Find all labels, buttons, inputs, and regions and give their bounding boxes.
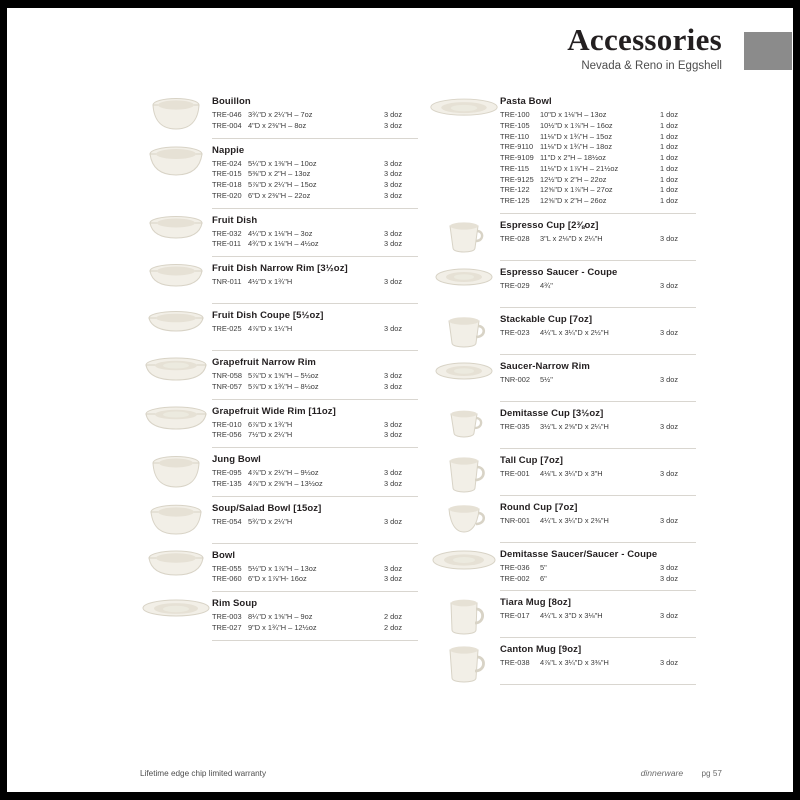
table-row xyxy=(500,375,696,386)
table-row xyxy=(212,277,418,288)
cell-dim: 12⅝"D x 2"H – 26oz xyxy=(540,196,607,205)
cell-pack: 3 doz xyxy=(384,574,403,584)
product-spec-table xyxy=(212,371,418,393)
product-name: Tall Cup [7oz] xyxy=(500,454,563,466)
product-name: Rim Soup xyxy=(212,598,258,609)
product-entry xyxy=(140,550,418,599)
product-image xyxy=(140,215,212,241)
product-image xyxy=(428,220,500,254)
cell-dim: 5⅜"D x 2"H – 13oz xyxy=(248,169,311,179)
product-info xyxy=(212,310,418,351)
cell-dim: 4¼"L x 3¼"D x 2⅜"H xyxy=(540,515,609,525)
product-entry xyxy=(140,598,418,647)
product-entry xyxy=(140,96,418,145)
table-row xyxy=(212,180,418,191)
product-entry xyxy=(140,310,418,357)
cell-sku: TRE-105 xyxy=(500,120,530,130)
cell-dim: 11⅛"D x 1¾"H – 15oz xyxy=(540,131,613,141)
cell-sku: TRE-110 xyxy=(500,131,530,141)
product-name: Soup/Salad Bowl [15oz] xyxy=(212,502,322,514)
cell-dim: 10½"D x 1⅞"H – 16oz xyxy=(540,120,613,130)
cell-dim: 4⅞"D x 2⅜"H – 13½oz xyxy=(248,478,323,488)
table-row xyxy=(212,574,418,585)
cell-pack: 3 doz xyxy=(660,280,679,290)
cell-dim: 4¾"D x 1⅛"H – 4½oz xyxy=(248,239,319,249)
cell-dim: 5½"D x 1⅞"H – 13oz xyxy=(248,563,317,573)
table-row xyxy=(212,159,418,170)
cell-dim: 6"D x 2⅜"H – 22oz xyxy=(248,190,311,200)
table-row xyxy=(500,281,696,292)
table-row xyxy=(500,153,696,164)
product-info xyxy=(500,267,696,308)
product-spec-table xyxy=(212,420,418,442)
table-row xyxy=(212,517,418,528)
product-name: Stackable Cup [7oz] xyxy=(500,313,593,325)
cell-dim: 4⅛"L x 3¼"D x 3"H xyxy=(540,468,603,478)
product-name: Demitasse Saucer/Saucer - Coupe xyxy=(500,548,658,560)
product-info xyxy=(500,361,696,402)
cell-dim: 4"D x 2⅜"H – 8oz xyxy=(248,120,307,130)
cell-dim: 5¼"D x 1⅜"H – 10oz xyxy=(248,158,317,168)
table-row xyxy=(500,328,696,339)
cell-dim: 5⅞"D x 1¾"H – 8½oz xyxy=(248,381,319,391)
table-row xyxy=(212,468,418,479)
cell-pack: 3 doz xyxy=(384,180,403,189)
cell-pack: 1 doz xyxy=(660,174,679,184)
table-row xyxy=(212,169,418,180)
cell-sku: TRE-024 xyxy=(212,158,242,168)
cell-sku: TRE-023 xyxy=(500,327,530,337)
cell-sku: TRE-001 xyxy=(500,468,530,478)
cell-dim: 6"D x 1⅞"H- 16oz xyxy=(248,574,307,584)
cell-sku: TRE-125 xyxy=(500,196,530,205)
cell-sku: TRE-017 xyxy=(500,611,530,621)
cell-pack: 3 doz xyxy=(384,120,403,130)
cell-sku: TRE-011 xyxy=(212,239,242,249)
cell-dim: 11⅛"D x 1¾"H – 18oz xyxy=(540,142,613,152)
cell-pack: 3 doz xyxy=(660,562,679,572)
cell-sku: TRE-038 xyxy=(500,658,530,668)
product-image xyxy=(428,361,500,383)
product-image xyxy=(140,454,212,490)
page-subtitle: Nevada & Reno in Eggshell xyxy=(581,60,722,72)
left-product-column xyxy=(140,96,418,647)
cell-pack: 1 doz xyxy=(660,185,679,195)
product-spec-table xyxy=(500,234,696,245)
product-image xyxy=(140,598,212,622)
product-info xyxy=(212,598,418,641)
cell-pack: 3 doz xyxy=(384,419,403,429)
product-info xyxy=(500,408,696,449)
product-spec-table xyxy=(500,375,696,386)
product-name: Grapefruit Narrow Rim xyxy=(212,357,316,368)
product-image xyxy=(140,263,212,289)
cell-pack: 3 doz xyxy=(660,233,679,243)
cell-pack: 3 doz xyxy=(660,374,679,384)
cell-dim: 12½"D x 2"H – 22oz xyxy=(540,174,607,184)
table-row xyxy=(212,420,418,431)
table-row xyxy=(212,430,418,441)
table-row xyxy=(212,564,418,575)
table-row xyxy=(212,110,418,121)
table-row xyxy=(500,175,696,186)
cell-sku: TRE-060 xyxy=(212,574,242,584)
cell-dim: 12⅝"D x 1⅞"H – 27oz xyxy=(540,185,613,195)
cell-dim: 4⅞"L x 3¼"D x 3⅜"H xyxy=(540,658,609,668)
cell-sku: TRE-027 xyxy=(212,622,242,632)
product-image xyxy=(428,314,500,350)
product-spec-table xyxy=(212,517,418,528)
table-row xyxy=(500,516,696,527)
product-info xyxy=(212,145,418,209)
product-name: Jung Bowl xyxy=(212,454,261,465)
cell-dim: 5⅞"D x 2¼"H – 15oz xyxy=(248,180,317,189)
cell-pack: 3 doz xyxy=(384,516,403,526)
product-info xyxy=(500,455,696,496)
table-row xyxy=(212,191,418,202)
cell-sku: TRE-028 xyxy=(500,233,530,243)
cell-sku: TRE-135 xyxy=(212,478,242,488)
table-row xyxy=(212,382,418,393)
product-info xyxy=(500,549,696,592)
cell-sku: TRE-9109 xyxy=(500,153,534,162)
cell-pack: 3 doz xyxy=(660,573,679,583)
product-image xyxy=(140,550,212,578)
product-image xyxy=(428,455,500,495)
table-row xyxy=(212,623,418,634)
cell-dim: 7½"D x 2¼"H xyxy=(248,430,293,440)
product-entry xyxy=(140,145,418,215)
table-row xyxy=(212,371,418,382)
right-product-column xyxy=(428,96,696,691)
product-entry xyxy=(428,96,696,220)
product-image xyxy=(140,406,212,432)
cell-pack: 3 doz xyxy=(384,468,403,477)
product-image xyxy=(140,145,212,179)
product-entry xyxy=(428,408,696,455)
product-info xyxy=(212,357,418,400)
cell-sku: TRE-055 xyxy=(212,563,242,573)
cell-pack: 1 doz xyxy=(660,196,679,205)
cell-sku: TRE-036 xyxy=(500,562,530,572)
table-row xyxy=(212,479,418,490)
product-info xyxy=(212,215,418,258)
product-spec-table xyxy=(212,324,418,335)
product-spec-table xyxy=(500,658,696,669)
cell-pack: 3 doz xyxy=(384,277,403,286)
product-info xyxy=(212,96,418,139)
product-image xyxy=(140,503,212,537)
product-entry xyxy=(140,406,418,455)
cell-dim: 10"D x 1⅛"H – 13oz xyxy=(540,110,607,119)
cell-sku: TNR-057 xyxy=(212,381,242,391)
table-row xyxy=(500,658,696,669)
cell-pack: 3 doz xyxy=(660,658,679,668)
product-info xyxy=(500,597,696,638)
product-entry xyxy=(428,644,696,691)
product-entry xyxy=(140,263,418,310)
warranty-text: Lifetime edge chip limited warranty xyxy=(140,769,267,778)
cell-pack: 3 doz xyxy=(660,421,679,431)
product-entry xyxy=(428,597,696,644)
product-spec-table xyxy=(500,422,696,433)
product-name: Tiara Mug [8oz] xyxy=(500,597,571,609)
cell-sku: TRE-010 xyxy=(212,419,242,429)
table-row xyxy=(500,234,696,245)
product-image xyxy=(140,96,212,132)
product-entry xyxy=(428,455,696,502)
table-row xyxy=(212,229,418,240)
table-row xyxy=(500,422,696,433)
table-row xyxy=(500,185,696,196)
table-row xyxy=(500,563,696,574)
product-entry xyxy=(140,454,418,503)
product-image xyxy=(428,96,500,122)
product-spec-table xyxy=(500,110,696,207)
cell-sku: TRE-046 xyxy=(212,110,242,119)
product-entry xyxy=(428,314,696,361)
cell-pack: 3 doz xyxy=(384,563,403,573)
product-image xyxy=(428,644,500,684)
cell-dim: 6" xyxy=(540,573,547,583)
cell-dim: 5" xyxy=(540,562,547,572)
product-entry xyxy=(140,503,418,550)
product-entry xyxy=(428,361,696,408)
cell-pack: 3 doz xyxy=(384,430,403,440)
cell-sku: TRE-095 xyxy=(212,468,242,477)
table-row xyxy=(212,324,418,335)
product-spec-table xyxy=(212,159,418,202)
cell-sku: TRE-002 xyxy=(500,573,530,583)
cell-sku: TRE-025 xyxy=(212,324,242,333)
table-row xyxy=(500,611,696,622)
product-name: Bouillon xyxy=(212,96,251,107)
cell-pack: 1 doz xyxy=(660,163,679,173)
table-row xyxy=(500,196,696,207)
table-row xyxy=(500,132,696,143)
cell-pack: 3 doz xyxy=(384,324,403,333)
product-entry xyxy=(428,267,696,314)
table-row xyxy=(500,110,696,121)
product-name: Round Cup [7oz] xyxy=(500,501,578,513)
cell-dim: 5¾"D x 2¼"H xyxy=(248,516,293,526)
product-entry xyxy=(428,502,696,549)
cell-dim: 4¼"D x 1⅛"H – 3oz xyxy=(248,228,313,238)
cell-dim: 4¾" xyxy=(540,280,553,290)
product-name: Fruit Dish Coupe [5½oz] xyxy=(212,310,324,321)
cell-sku: TNR-002 xyxy=(500,374,530,384)
product-name: Pasta Bowl xyxy=(500,96,552,107)
cell-pack: 1 doz xyxy=(660,153,679,162)
product-spec-table xyxy=(500,469,696,480)
cell-sku: TRE-9110 xyxy=(500,142,534,152)
page-header xyxy=(567,22,722,72)
table-row xyxy=(500,142,696,153)
cell-sku: TNR-058 xyxy=(212,371,242,380)
product-image xyxy=(428,408,500,440)
product-info xyxy=(212,503,418,544)
cell-sku: TNR-001 xyxy=(500,515,530,525)
product-image xyxy=(428,267,500,289)
cell-dim: 5⅞"D x 1⅝"H – 5½oz xyxy=(248,371,319,380)
cell-sku: TRE-029 xyxy=(500,280,530,290)
cell-pack: 3 doz xyxy=(384,478,403,488)
cell-dim: 3¾"D x 2¼"H – 7oz xyxy=(248,110,313,119)
product-name: Fruit Dish xyxy=(212,214,258,226)
table-row xyxy=(212,239,418,250)
cell-sku: TRE-054 xyxy=(212,516,242,526)
product-image xyxy=(428,597,500,637)
cell-dim: 3½"L x 2⅝"D x 2¼"H xyxy=(540,421,609,431)
cell-sku: TRE-100 xyxy=(500,110,530,119)
table-row xyxy=(500,164,696,175)
product-spec-table xyxy=(500,563,696,585)
cell-pack: 3 doz xyxy=(384,228,403,238)
cell-sku: TRE-9125 xyxy=(500,174,534,184)
cell-pack: 1 doz xyxy=(660,131,679,141)
product-name: Bowl xyxy=(212,549,236,561)
brand-label: dinnerware xyxy=(640,768,684,778)
cell-dim: 4⅞"D x 1¼"H xyxy=(248,324,293,333)
cell-sku: TRE-015 xyxy=(212,169,242,179)
product-image xyxy=(428,502,500,536)
product-info xyxy=(500,220,696,261)
product-info xyxy=(212,550,418,593)
cell-pack: 1 doz xyxy=(660,120,679,130)
cell-dim: 8¼"D x 1⅝"H – 9oz xyxy=(248,612,313,621)
product-name: Espresso Saucer - Coupe xyxy=(500,266,618,278)
product-name: Saucer-Narrow Rim xyxy=(500,360,590,372)
product-image xyxy=(428,549,500,573)
product-image xyxy=(140,310,212,334)
product-info xyxy=(212,263,418,304)
product-spec-table xyxy=(212,612,418,634)
cell-dim: 11⅛"D x 1⅞"H – 21½oz xyxy=(540,163,619,173)
product-entry xyxy=(428,220,696,267)
product-spec-table xyxy=(500,281,696,292)
product-entry xyxy=(428,549,696,598)
cell-sku: TNR-011 xyxy=(212,277,242,286)
page-number: pg 57 xyxy=(701,769,722,778)
cell-sku: TRE-018 xyxy=(212,180,242,189)
cell-sku: TRE-032 xyxy=(212,228,242,238)
cell-dim: 4⅞"D x 2¼"H – 9½oz xyxy=(248,468,319,477)
product-spec-table xyxy=(212,229,418,251)
table-row xyxy=(212,121,418,132)
cell-dim: 4½"D x 1¾"H xyxy=(248,277,293,286)
cell-pack: 3 doz xyxy=(660,468,679,478)
cell-sku: TRE-035 xyxy=(500,421,530,431)
product-name: Nappie xyxy=(212,144,245,156)
product-info xyxy=(212,406,418,449)
cell-dim: 3"L x 2⅛"D x 2¼"H xyxy=(540,233,603,243)
cell-pack: 3 doz xyxy=(660,611,679,621)
product-info xyxy=(500,644,696,685)
cell-sku: TRE-056 xyxy=(212,430,242,440)
cell-dim: 11"D x 2"H – 18½oz xyxy=(540,153,606,162)
cell-pack: 3 doz xyxy=(384,239,403,249)
cell-pack: 3 doz xyxy=(384,190,403,200)
table-row xyxy=(500,121,696,132)
table-row xyxy=(212,612,418,623)
cell-pack: 3 doz xyxy=(660,515,679,525)
product-entry xyxy=(140,215,418,264)
cell-sku: TRE-115 xyxy=(500,163,530,173)
product-name: Grapefruit Wide Rim [11oz] xyxy=(212,405,336,417)
product-info xyxy=(500,314,696,355)
cell-dim: 6⅞"D x 1¾"H xyxy=(248,419,293,429)
cell-pack: 3 doz xyxy=(384,169,403,179)
cell-pack: 3 doz xyxy=(384,371,403,380)
product-entry xyxy=(140,357,418,406)
product-name: Espresso Cup [2⅜oz] xyxy=(500,219,599,231)
cell-dim: 5½" xyxy=(540,374,553,384)
cell-sku: TRE-122 xyxy=(500,185,530,195)
product-name: Canton Mug [9oz] xyxy=(500,644,582,656)
page-title: Accessories xyxy=(567,22,722,57)
cell-pack: 1 doz xyxy=(660,142,679,152)
product-name: Demitasse Cup [3½oz] xyxy=(500,407,604,419)
cell-dim: 9"D x 1¾"H – 12½oz xyxy=(248,622,317,632)
cell-pack: 3 doz xyxy=(660,327,679,337)
product-info xyxy=(500,96,696,214)
product-spec-table xyxy=(500,516,696,527)
product-spec-table xyxy=(212,110,418,132)
cell-dim: 4¼"L x 3¼"D x 2½"H xyxy=(540,327,609,337)
product-name: Fruit Dish Narrow Rim [3½oz] xyxy=(212,263,348,274)
product-info xyxy=(500,502,696,543)
cell-pack: 3 doz xyxy=(384,158,403,168)
decorative-gray-block xyxy=(744,32,792,70)
table-row xyxy=(500,574,696,585)
table-row xyxy=(500,469,696,480)
cell-sku: TRE-020 xyxy=(212,190,242,200)
cell-pack: 3 doz xyxy=(384,381,403,391)
product-spec-table xyxy=(212,564,418,586)
product-spec-table xyxy=(500,328,696,339)
cell-dim: 4¼"L x 3"D x 3⅛"H xyxy=(540,611,603,621)
cell-sku: TRE-004 xyxy=(212,120,242,130)
cell-pack: 2 doz xyxy=(384,612,403,621)
product-info xyxy=(212,454,418,497)
product-spec-table xyxy=(212,277,418,288)
product-spec-table xyxy=(500,611,696,622)
cell-pack: 3 doz xyxy=(384,110,403,119)
cell-sku: TRE-003 xyxy=(212,612,242,621)
page-footer xyxy=(140,768,722,778)
product-image xyxy=(140,357,212,383)
cell-pack: 2 doz xyxy=(384,622,403,632)
cell-pack: 1 doz xyxy=(660,110,679,119)
product-spec-table xyxy=(212,468,418,490)
